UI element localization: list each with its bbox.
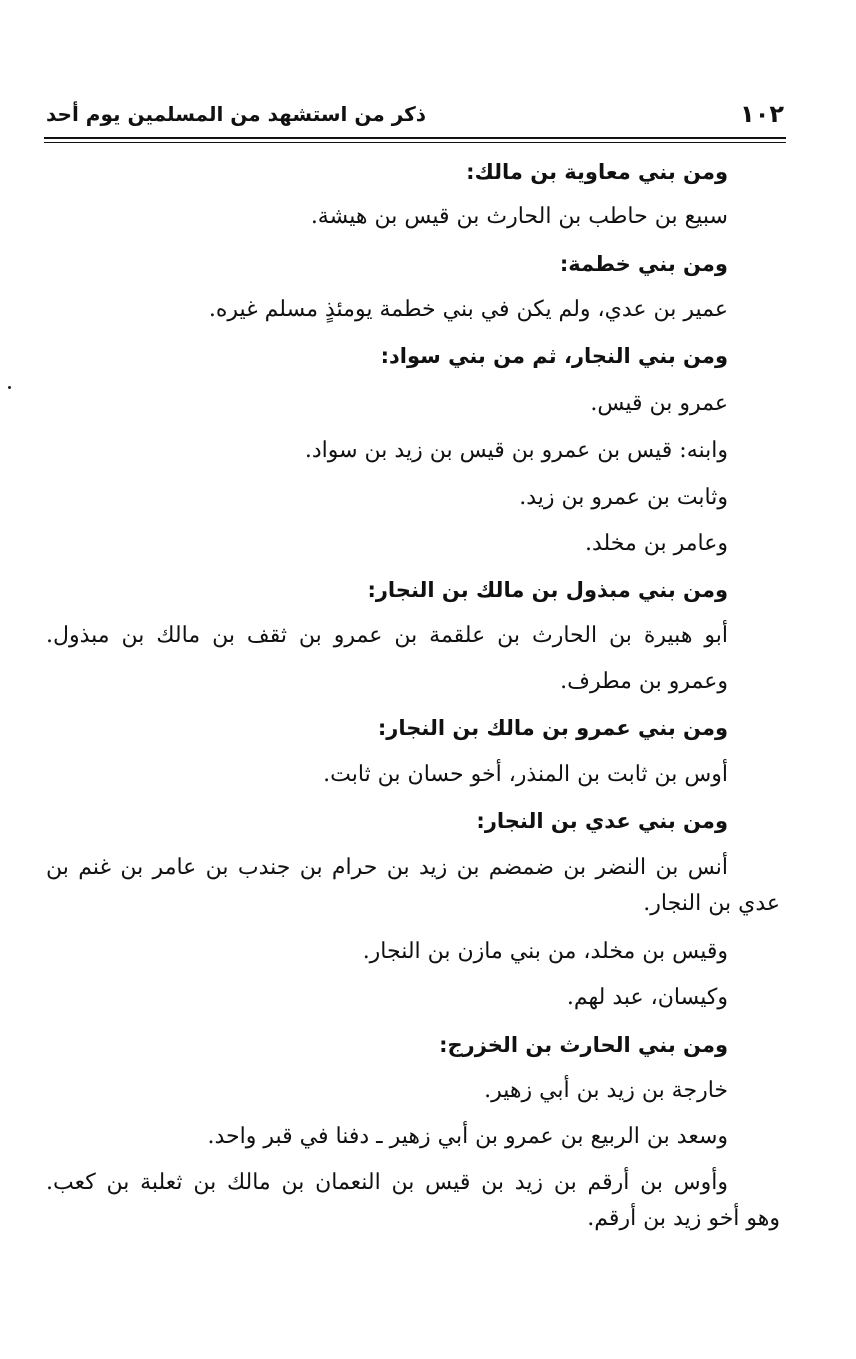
text-line: عمرو بن قيس. (590, 391, 728, 416)
section-heading: ومن بني الحارث بن الخزرج: (439, 1033, 728, 1057)
text-line: أنس بن النضر بن ضمضم بن زيد بن حرام بن جندب بن عامر بن غنم بن (46, 855, 728, 880)
text-line-continuation: عدي بن النجار. (643, 891, 780, 916)
section-heading: ومن بني خطمة: (559, 252, 728, 276)
text-line: خارجة بن زيد بن أبي زهير. (484, 1078, 728, 1103)
page-number: ١٠٢ (740, 100, 784, 128)
text-line: وعامر بن مخلد. (584, 531, 728, 556)
text-line: وسعد بن الربيع بن عمرو بن أبي زهير ـ دفنا في قبر واحد. (207, 1124, 728, 1149)
text-line: أوس بن ثابت بن المنذر، أخو حسان بن ثابت. (323, 762, 728, 787)
text-line: سبيع بن حاطب بن الحارث بن قيس بن هيشة. (310, 204, 728, 229)
section-heading: ومن بني النجار، ثم من بني سواد: (380, 344, 728, 368)
section-heading: ومن بني عدي بن النجار: (476, 809, 728, 833)
text-line-continuation: وهو أخو زيد بن أرقم. (587, 1206, 780, 1231)
section-heading: ومن بني عمرو بن مالك بن النجار: (377, 716, 728, 740)
text-line: أبو هبيرة بن الحارث بن علقمة بن عمرو بن ثقف بن مالك بن مبذول. (46, 623, 728, 648)
text-line: وابنه: قيس بن عمرو بن قيس بن زيد بن سواد. (304, 438, 728, 463)
text-line: وكيسان، عبد لهم. (566, 985, 728, 1010)
stray-mark (8, 386, 11, 389)
text-line: وثابت بن عمرو بن زيد. (519, 485, 728, 510)
running-header (46, 96, 784, 132)
text-line: وقيس بن مخلد، من بني مازن بن النجار. (362, 939, 728, 964)
section-heading: ومن بني معاوية بن مالك: (466, 160, 728, 184)
running-title: ذكر من استشهد من المسلمين يوم أحد (46, 102, 427, 126)
text-line: وعمرو بن مطرف. (560, 669, 728, 694)
section-heading: ومن بني مبذول بن مالك بن النجار: (367, 578, 728, 602)
header-rule-thick (44, 137, 786, 139)
text-line: وأوس بن أرقم بن زيد بن قيس بن النعمان بن مالك بن ثعلبة بن كعب. (46, 1170, 728, 1195)
header-rule-thin (44, 142, 786, 143)
text-line: عمير بن عدي، ولم يكن في بني خطمة يومئذٍ مسلم غيره. (208, 297, 728, 322)
